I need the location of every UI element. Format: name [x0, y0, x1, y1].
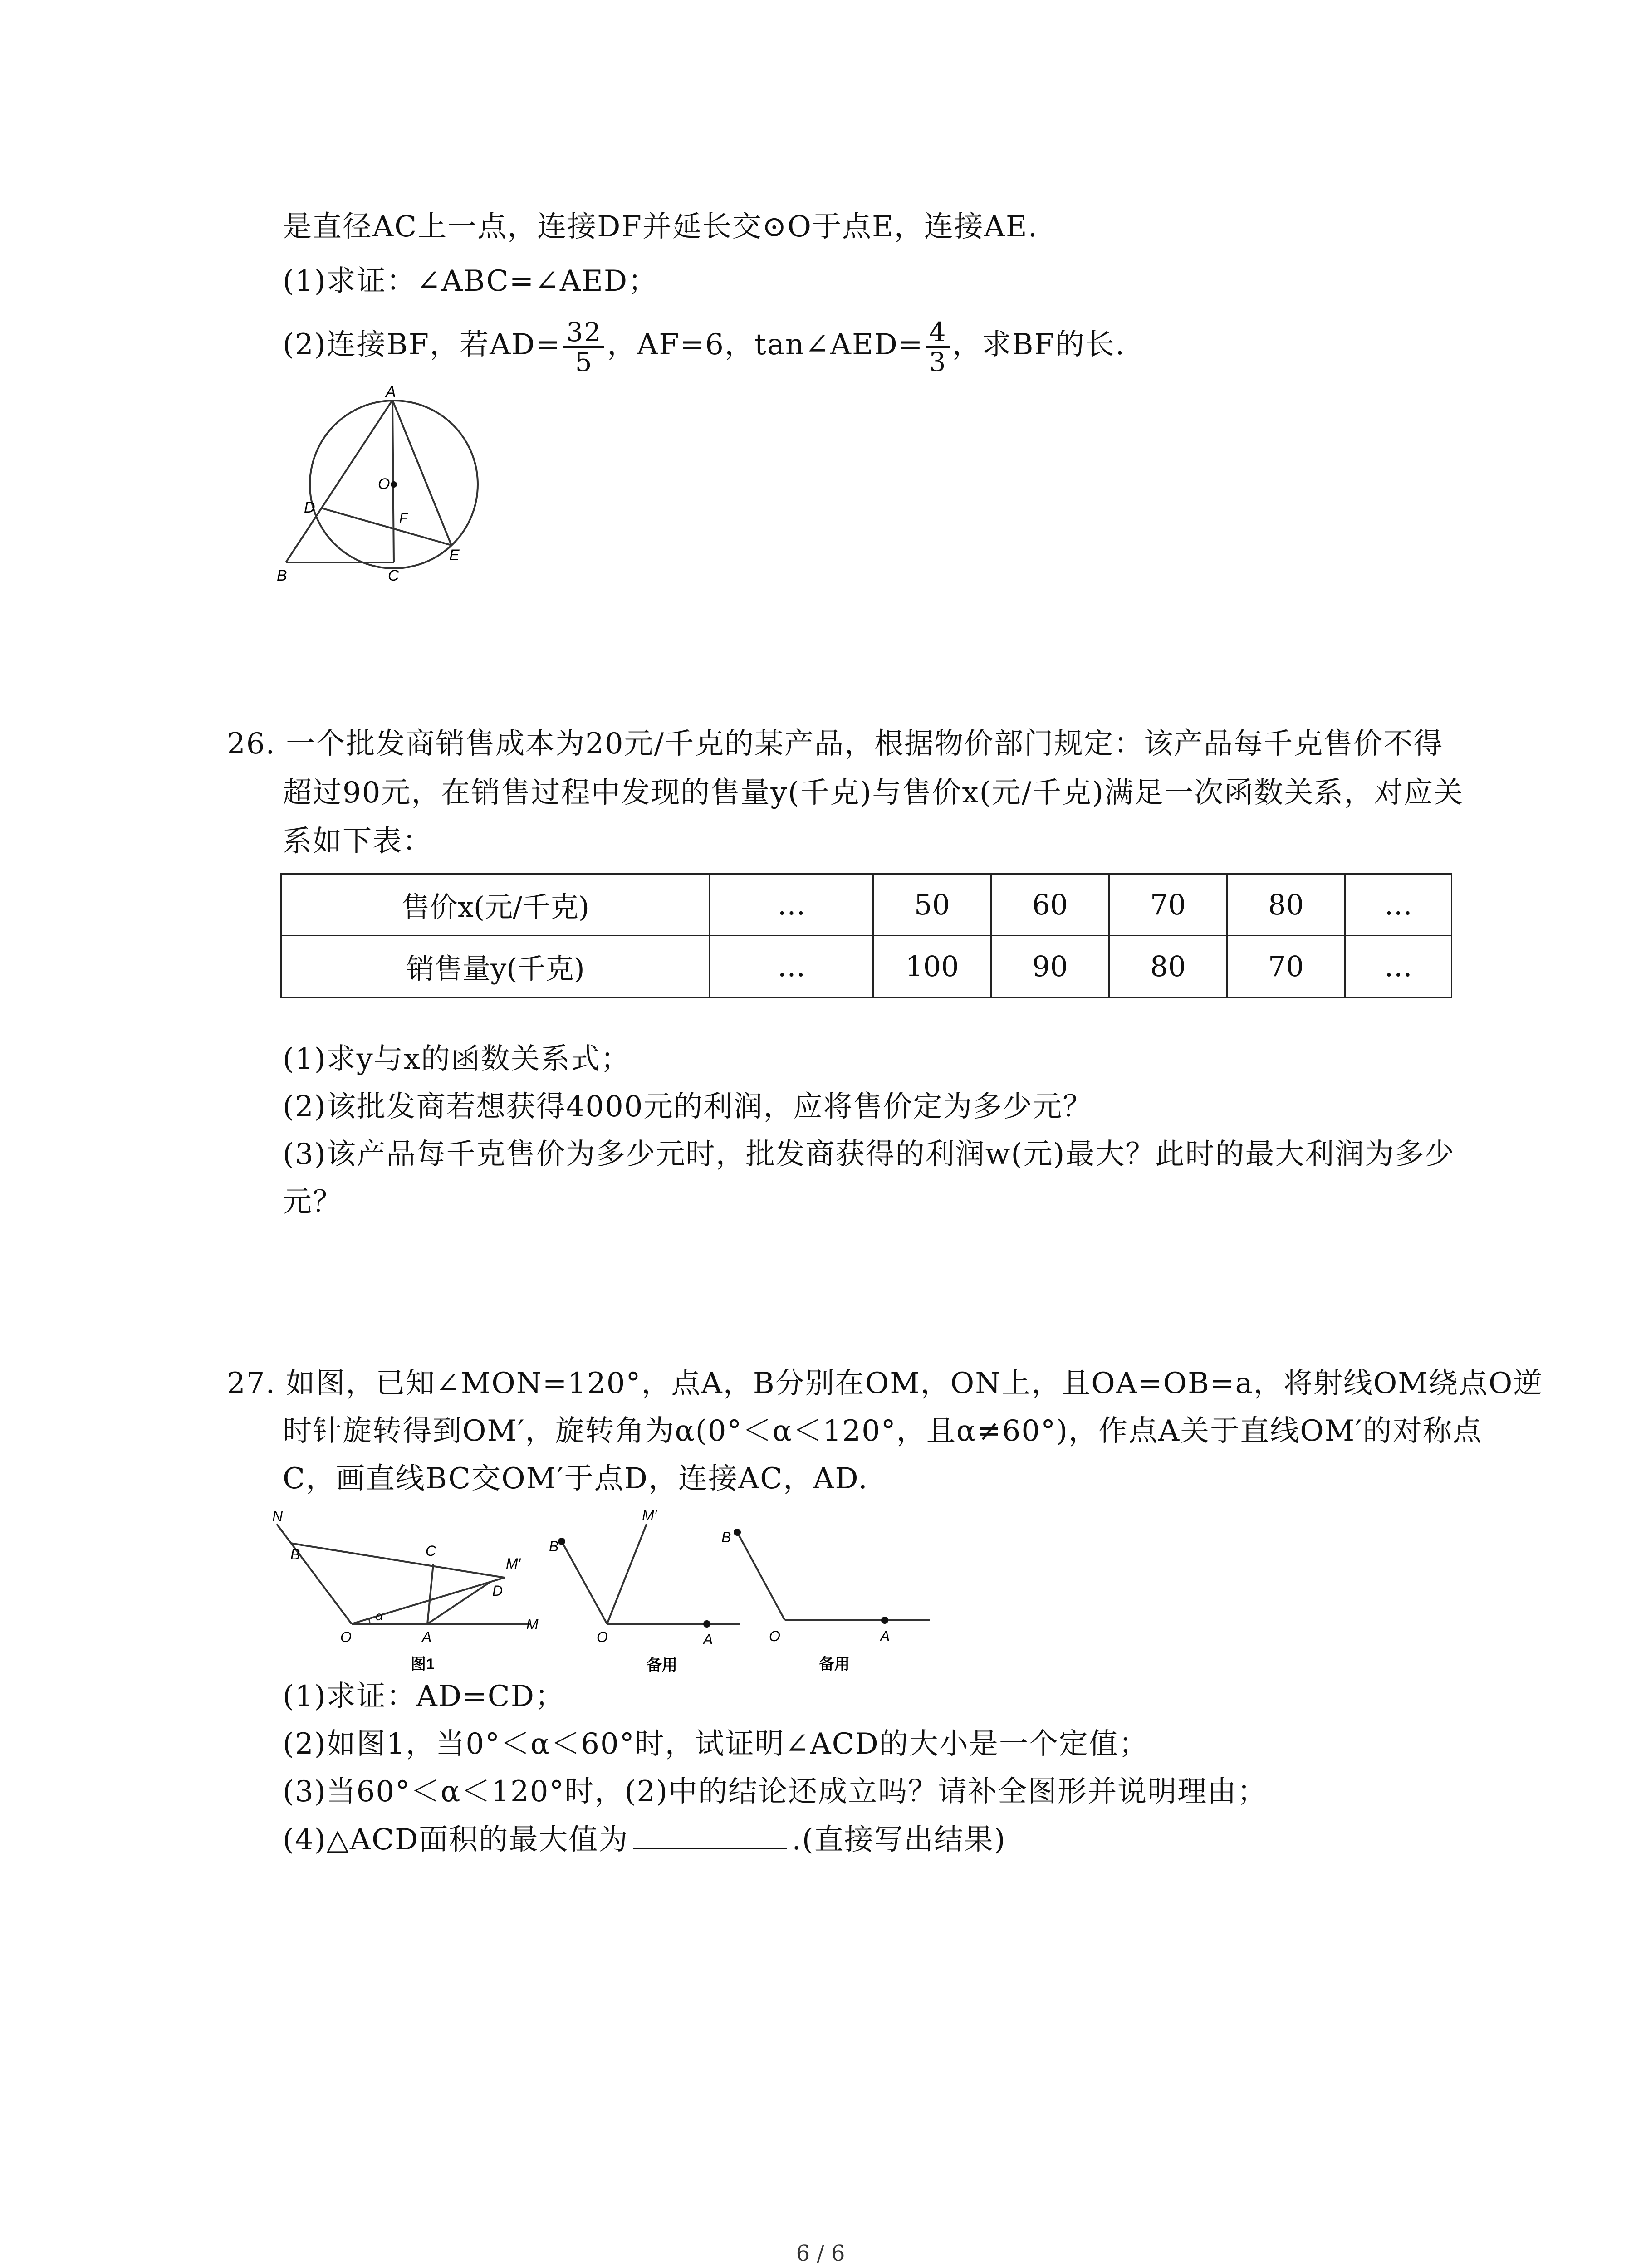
- table-cell: …: [1345, 874, 1452, 936]
- table-cell: 80: [1227, 874, 1345, 936]
- table-cell: 90: [991, 936, 1109, 997]
- label-N: N: [272, 1508, 283, 1525]
- table-cell: 100: [873, 936, 991, 997]
- fig3-caption: 备用: [819, 1656, 850, 1673]
- q27-line3: C，画直线BC交OM′于点D，连接AC，AD.: [283, 1462, 868, 1496]
- q27-part4: [283, 1821, 1006, 1858]
- q26-part2: (2)该批发商若想获得4000元的利润，应将售价定为多少元？: [283, 1090, 1093, 1124]
- ad-denominator: 5: [575, 346, 593, 377]
- table-row-price: [281, 874, 1452, 936]
- q27-part4-note: .(直接写出结果): [792, 1823, 1006, 1857]
- table-row-sales: [281, 936, 1452, 997]
- q25-part2-text-a: (2)连接BF，若AD=: [283, 328, 561, 362]
- label-O: O: [378, 475, 390, 493]
- q27-figure-3: [721, 1506, 939, 1683]
- label-B: B: [277, 567, 287, 584]
- label-B: B: [549, 1538, 559, 1554]
- q25-part2: [283, 311, 1125, 379]
- table-cell: 70: [1227, 936, 1345, 997]
- answer-blank[interactable]: [633, 1821, 787, 1849]
- tan-denominator: 3: [929, 346, 947, 377]
- price-sales-table: [280, 873, 1452, 998]
- q25-circle-figure: [268, 381, 508, 590]
- tan-numerator: 4: [926, 318, 950, 348]
- q26-line2: 超过90元，在销售过程中发现的售量y(千克)与售价x(元/千克)满足一次函数关系，对应关: [283, 776, 1464, 810]
- label-O: O: [769, 1628, 780, 1644]
- q27-line2: 时针旋转得到OM′，旋转角为α(0°＜α＜120°，且α≠60°)，作点A关于直线OM′的对称点: [283, 1414, 1483, 1448]
- fig1-caption: 图1: [411, 1656, 435, 1673]
- label-A: A: [880, 1628, 890, 1644]
- label-A: A: [386, 383, 396, 401]
- table-cell: 60: [991, 874, 1109, 936]
- q26-line3: 系如下表：: [283, 825, 432, 858]
- label-C: C: [388, 567, 399, 584]
- table-cell: …: [1345, 936, 1452, 997]
- q27-line1: 27. 如图，已知∠MON=120°，点A，B分别在OM，ON上，且OA=OB=a，将射线OM绕点O逆: [227, 1367, 1543, 1400]
- ad-fraction: [563, 318, 604, 376]
- table-cell: …: [710, 936, 873, 997]
- label-A: A: [422, 1629, 432, 1645]
- label-alpha: α: [376, 1609, 383, 1623]
- label-O: O: [597, 1629, 608, 1645]
- table-cell: 70: [1109, 874, 1227, 936]
- label-D: D: [492, 1583, 503, 1599]
- q25-part1: (1)求证：∠ABC=∠AED；: [283, 264, 658, 298]
- label-M-prime: M′: [506, 1555, 521, 1572]
- q26-part1: (1)求y与x的函数关系式；: [283, 1042, 631, 1076]
- label-M-prime: M′: [642, 1507, 657, 1524]
- q26-part3-cont: 元？: [283, 1185, 343, 1219]
- q27-part2: (2)如图1，当0°＜α＜60°时，试证明∠ACD的大小是一个定值；: [283, 1727, 1149, 1761]
- fig2-caption: 备用: [647, 1657, 677, 1674]
- table-header-sales: 销售量y(千克): [281, 936, 710, 997]
- q25-continuation: 是直径AC上一点，连接DF并延长交⊙O于点E，连接AE.: [283, 210, 1038, 244]
- table-cell: 80: [1109, 936, 1227, 997]
- label-D: D: [304, 499, 315, 516]
- q27-part1: (1)求证：AD=CD；: [283, 1680, 565, 1713]
- label-C: C: [426, 1543, 436, 1559]
- label-E: E: [449, 547, 460, 564]
- q26-part3: (3)该产品每千克售价为多少元时，批发商获得的利润w(元)最大？此时的最大利润为多少: [283, 1138, 1455, 1171]
- q27-part3: (3)当60°＜α＜120°时，(2)中的结论还成立吗？请补全图形并说明理由；: [283, 1775, 1268, 1809]
- table-cell: …: [710, 874, 873, 936]
- label-B: B: [290, 1546, 300, 1563]
- label-M: M: [526, 1616, 539, 1633]
- q25-part2-text-c: ，求BF的长.: [952, 328, 1126, 362]
- q27-figure-1: [272, 1506, 554, 1683]
- q26-line1: 26. 一个批发商销售成本为20元/千克的某产品，根据物价部门规定：该产品每千克售价不得: [227, 727, 1444, 761]
- q27-part4-text: (4)△ACD面积的最大值为: [283, 1823, 629, 1857]
- label-F: F: [399, 511, 408, 526]
- q27-figure-2: [549, 1506, 749, 1683]
- table-header-price: 售价x(元/千克): [281, 874, 710, 936]
- ad-numerator: 32: [563, 318, 604, 348]
- tan-fraction: [926, 318, 950, 376]
- label-A: A: [703, 1631, 713, 1647]
- q25-part2-text-b: ，AF=6，tan∠AED=: [607, 328, 924, 362]
- table-cell: 50: [873, 874, 991, 936]
- label-O: O: [340, 1629, 352, 1645]
- page-number: 6 / 6: [796, 2241, 845, 2266]
- label-B: B: [721, 1529, 731, 1545]
